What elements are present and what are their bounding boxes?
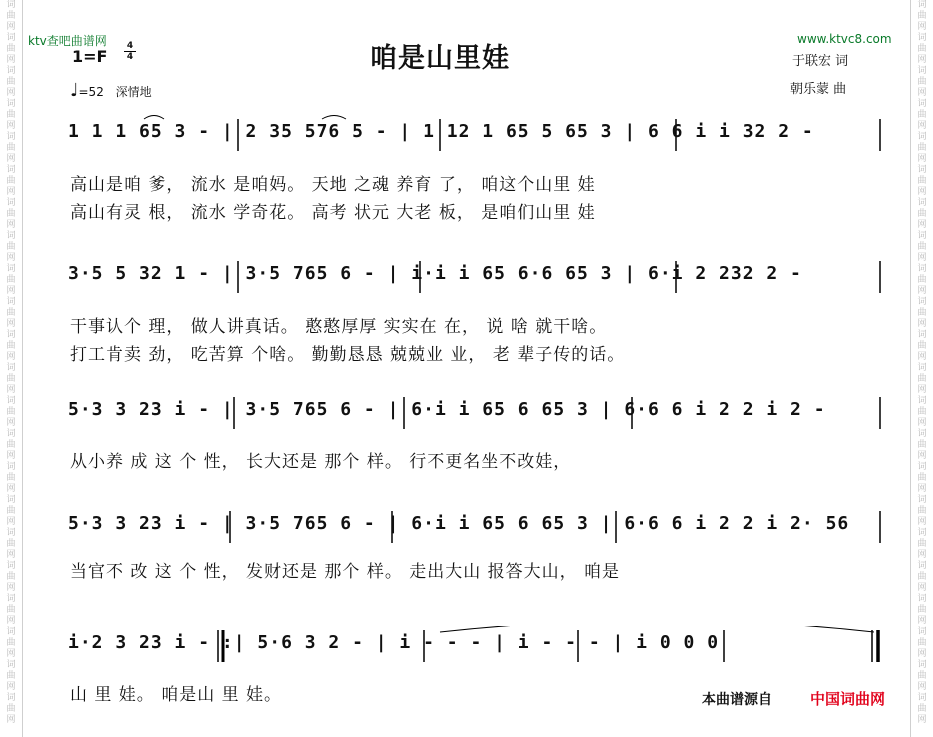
- edge-watermark-glyph: 网: [6, 154, 16, 164]
- edge-watermark-glyph: 曲: [6, 341, 16, 351]
- notation-row-3: 5·3 3 23 i - | 3·5 765 6 - | 6·i i 65 6 65 3 | 6·6 6 i 2 2 i 2 -: [68, 399, 826, 420]
- edge-watermark-glyph: 词: [917, 495, 927, 505]
- edge-watermark-glyph: 词: [917, 396, 927, 406]
- edge-watermark-glyph: 网: [6, 220, 16, 230]
- edge-watermark-glyph: 网: [6, 286, 16, 296]
- edge-watermark-glyph: 曲: [6, 473, 16, 483]
- edge-watermark-glyph: 曲: [917, 539, 927, 549]
- quarter-note-icon: ♩: [70, 80, 79, 101]
- edge-watermark-glyph: 词: [6, 330, 16, 340]
- edge-watermark-glyph: 网: [6, 88, 16, 98]
- edge-watermark-glyph: 词: [6, 132, 16, 142]
- edge-watermark-glyph: 网: [917, 154, 927, 164]
- staff-line-4: [68, 507, 883, 547]
- edge-watermark-glyph: 词: [917, 99, 927, 109]
- edge-watermark-glyph: 曲: [6, 671, 16, 681]
- edge-watermark-glyph: 词: [6, 198, 16, 208]
- edge-watermark-glyph: 词: [6, 660, 16, 670]
- edge-watermark-glyph: 曲: [6, 209, 16, 219]
- edge-watermark-glyph: 网: [917, 451, 927, 461]
- edge-watermark-glyph: 词: [917, 33, 927, 43]
- source-site-link[interactable]: 中国词曲网: [810, 690, 886, 708]
- edge-watermark-glyph: 网: [917, 286, 927, 296]
- edge-watermark-glyph: 网: [917, 22, 927, 32]
- edge-watermark-glyph: 网: [6, 616, 16, 626]
- edge-watermark-glyph: 网: [6, 352, 16, 362]
- edge-watermark-glyph: 曲: [6, 110, 16, 120]
- notation-row-1: 1 1 1 65 3 - | 2 35 576 5 - | 1 12 1 65 5 65 3 | 6 6 i i 32 2 -: [68, 121, 814, 142]
- edge-watermark-glyph: 曲: [917, 143, 927, 153]
- edge-watermark-glyph: 曲: [917, 242, 927, 252]
- edge-watermark-glyph: 词: [6, 66, 16, 76]
- edge-watermark-glyph: 曲: [917, 671, 927, 681]
- edge-watermark-glyph: 词: [6, 429, 16, 439]
- edge-watermark-glyph: 曲: [917, 341, 927, 351]
- edge-watermark-glyph: 词: [6, 297, 16, 307]
- edge-watermark-glyph: 网: [6, 550, 16, 560]
- edge-watermark-glyph: 词: [917, 297, 927, 307]
- edge-watermark-glyph: 网: [917, 550, 927, 560]
- lyric-line-1a: 高山是咱 爹， 流水 是咱妈。 天地 之魂 养育 了， 咱这个山里 娃: [70, 175, 596, 195]
- edge-watermark-glyph: 词: [917, 0, 927, 10]
- edge-watermark-glyph: 网: [6, 451, 16, 461]
- edge-watermark-glyph: 网: [917, 88, 927, 98]
- edge-watermark-glyph: 网: [6, 22, 16, 32]
- edge-watermark-glyph: 曲: [917, 638, 927, 648]
- edge-watermark-glyph: 网: [917, 583, 927, 593]
- edge-watermark-glyph: 网: [6, 385, 16, 395]
- edge-watermark-glyph: 词: [917, 363, 927, 373]
- edge-watermark-glyph: 词: [6, 33, 16, 43]
- edge-watermark-glyph: 曲: [6, 44, 16, 54]
- edge-watermark-glyph: 网: [917, 319, 927, 329]
- tempo-marking: ♩=52 深情地: [70, 80, 152, 101]
- notation-row-2: 3·5 5 32 1 - | 3·5 765 6 - | i·i i 65 6·6 65 3 | 6·i 2 232 2 -: [68, 263, 802, 284]
- edge-watermark-glyph: 网: [6, 583, 16, 593]
- edge-watermark-glyph: 曲: [6, 638, 16, 648]
- edge-watermark-glyph: 曲: [917, 11, 927, 21]
- edge-watermark-glyph: 网: [917, 484, 927, 494]
- edge-watermark-glyph: 曲: [917, 704, 927, 714]
- left-edge-watermark: [0, 0, 23, 737]
- time-signature: 4 4: [124, 41, 136, 62]
- edge-watermark-glyph: 词: [917, 627, 927, 637]
- edge-watermark-glyph: 曲: [917, 572, 927, 582]
- edge-watermark-glyph: 网: [6, 649, 16, 659]
- source-label: 本曲谱源自: [702, 692, 772, 708]
- edge-watermark-glyph: 词: [6, 594, 16, 604]
- edge-watermark-glyph: 曲: [6, 440, 16, 450]
- edge-watermark-glyph: 曲: [917, 209, 927, 219]
- edge-watermark-glyph: 词: [917, 561, 927, 571]
- edge-watermark-glyph: 曲: [6, 308, 16, 318]
- edge-watermark-glyph: 网: [917, 649, 927, 659]
- edge-watermark-glyph: 词: [917, 132, 927, 142]
- composer-credit: 朝乐蒙 曲: [790, 82, 847, 97]
- notation-row-4: 5·3 3 23 i - | 3·5 765 6 - | 6·i i 65 6 65 3 | 6·6 6 i 2 2 i 2· 56: [68, 513, 850, 534]
- edge-watermark-glyph: 词: [6, 264, 16, 274]
- staff-line-1: [68, 115, 883, 155]
- key-signature: 1=F: [72, 47, 108, 66]
- song-title: 咱是山里娃: [370, 43, 510, 74]
- edge-watermark-glyph: 词: [917, 165, 927, 175]
- lyric-line-2a: 干事认个 理， 做人讲真话。 憨憨厚厚 实实在 在， 说 啥 就干啥。: [70, 317, 608, 337]
- edge-watermark-glyph: 网: [6, 55, 16, 65]
- edge-watermark-glyph: 曲: [917, 605, 927, 615]
- right-edge-watermark: [910, 0, 933, 737]
- edge-watermark-glyph: 曲: [6, 539, 16, 549]
- edge-watermark-glyph: 曲: [917, 440, 927, 450]
- edge-watermark-glyph: 网: [917, 715, 927, 725]
- edge-watermark-glyph: 曲: [6, 506, 16, 516]
- edge-watermark-glyph: 词: [6, 627, 16, 637]
- edge-watermark-glyph: 曲: [6, 374, 16, 384]
- edge-watermark-glyph: 曲: [6, 77, 16, 87]
- edge-watermark-glyph: 网: [917, 385, 927, 395]
- staff-line-3: [68, 393, 883, 433]
- edge-watermark-glyph: 词: [917, 660, 927, 670]
- edge-watermark-glyph: 网: [917, 55, 927, 65]
- staff-line-2: [68, 257, 883, 297]
- edge-watermark-glyph: 网: [6, 517, 16, 527]
- edge-watermark-glyph: 曲: [917, 374, 927, 384]
- edge-watermark-glyph: 曲: [917, 275, 927, 285]
- edge-watermark-glyph: 曲: [917, 407, 927, 417]
- edge-watermark-glyph: 网: [6, 319, 16, 329]
- edge-watermark-glyph: 网: [917, 682, 927, 692]
- edge-watermark-glyph: 词: [917, 330, 927, 340]
- edge-watermark-glyph: 曲: [917, 110, 927, 120]
- edge-watermark-glyph: 词: [6, 0, 16, 10]
- edge-watermark-glyph: 曲: [6, 704, 16, 714]
- edge-watermark-glyph: 网: [917, 517, 927, 527]
- edge-watermark-glyph: 曲: [6, 605, 16, 615]
- edge-watermark-glyph: 网: [917, 352, 927, 362]
- edge-watermark-glyph: 词: [917, 693, 927, 703]
- edge-watermark-glyph: 曲: [917, 473, 927, 483]
- edge-watermark-glyph: 网: [917, 220, 927, 230]
- edge-watermark-glyph: 词: [6, 231, 16, 241]
- lyric-line-1b: 高山有灵 根， 流水 学奇花。 高考 状元 大老 板， 是咱们山里 娃: [70, 203, 596, 223]
- edge-watermark-glyph: 网: [6, 484, 16, 494]
- edge-watermark-glyph: 词: [917, 264, 927, 274]
- edge-watermark-glyph: 网: [917, 121, 927, 131]
- edge-watermark-glyph: 词: [917, 594, 927, 604]
- edge-watermark-glyph: 词: [6, 693, 16, 703]
- edge-watermark-glyph: 词: [917, 429, 927, 439]
- staff-line-5: [68, 626, 883, 666]
- edge-watermark-glyph: 曲: [917, 506, 927, 516]
- edge-watermark-glyph: 曲: [6, 143, 16, 153]
- edge-watermark-glyph: 网: [6, 418, 16, 428]
- edge-watermark-glyph: 曲: [6, 572, 16, 582]
- edge-watermark-glyph: 曲: [6, 242, 16, 252]
- edge-watermark-glyph: 曲: [917, 176, 927, 186]
- right-site-watermark: www.ktvc8.com: [797, 32, 892, 46]
- edge-watermark-glyph: 曲: [917, 44, 927, 54]
- edge-watermark-glyph: 词: [917, 462, 927, 472]
- edge-watermark-glyph: 词: [6, 561, 16, 571]
- lyric-line-2b: 打工肯卖 劲， 吃苦算 个啥。 勤勤恳恳 兢兢业 业， 老 辈子传的话。: [70, 345, 626, 365]
- edge-watermark-glyph: 网: [6, 253, 16, 263]
- lyric-line-3: 从小养 成 这 个 性， 长大还是 那个 样。 行不更名坐不改娃，: [70, 452, 572, 472]
- edge-watermark-glyph: 网: [917, 253, 927, 263]
- edge-watermark-glyph: 网: [6, 187, 16, 197]
- edge-watermark-glyph: 词: [6, 528, 16, 538]
- edge-watermark-glyph: 曲: [6, 176, 16, 186]
- edge-watermark-glyph: 词: [6, 363, 16, 373]
- edge-watermark-glyph: 词: [6, 165, 16, 175]
- edge-watermark-glyph: 网: [6, 682, 16, 692]
- edge-watermark-glyph: 词: [917, 231, 927, 241]
- edge-watermark-glyph: 词: [917, 66, 927, 76]
- left-site-watermark: ktv查吧曲谱网: [28, 34, 107, 48]
- edge-watermark-glyph: 曲: [6, 407, 16, 417]
- edge-watermark-glyph: 曲: [917, 77, 927, 87]
- lyric-line-4: 当官不 改 这 个 性， 发财还是 那个 样。 走出大山 报答大山， 咱是: [70, 562, 621, 582]
- edge-watermark-glyph: 词: [6, 99, 16, 109]
- edge-watermark-glyph: 曲: [917, 308, 927, 318]
- edge-watermark-glyph: 网: [6, 121, 16, 131]
- edge-watermark-glyph: 曲: [6, 275, 16, 285]
- edge-watermark-glyph: 曲: [6, 11, 16, 21]
- edge-watermark-glyph: 网: [6, 715, 16, 725]
- lyric-line-5: 山 里 娃。 咱是山 里 娃。: [70, 685, 283, 705]
- edge-watermark-glyph: 词: [6, 462, 16, 472]
- edge-watermark-glyph: 词: [6, 495, 16, 505]
- edge-watermark-glyph: 词: [6, 396, 16, 406]
- lyricist-credit: 于联宏 词: [792, 54, 849, 69]
- edge-watermark-glyph: 网: [917, 616, 927, 626]
- edge-watermark-glyph: 词: [917, 198, 927, 208]
- edge-watermark-glyph: 词: [917, 528, 927, 538]
- edge-watermark-glyph: 网: [917, 187, 927, 197]
- edge-watermark-glyph: 网: [917, 418, 927, 428]
- notation-row-5: i·2 3 23 i - :| 5·6 3 2 - | i - - - | i - - - | i 0 0 0: [68, 632, 720, 653]
